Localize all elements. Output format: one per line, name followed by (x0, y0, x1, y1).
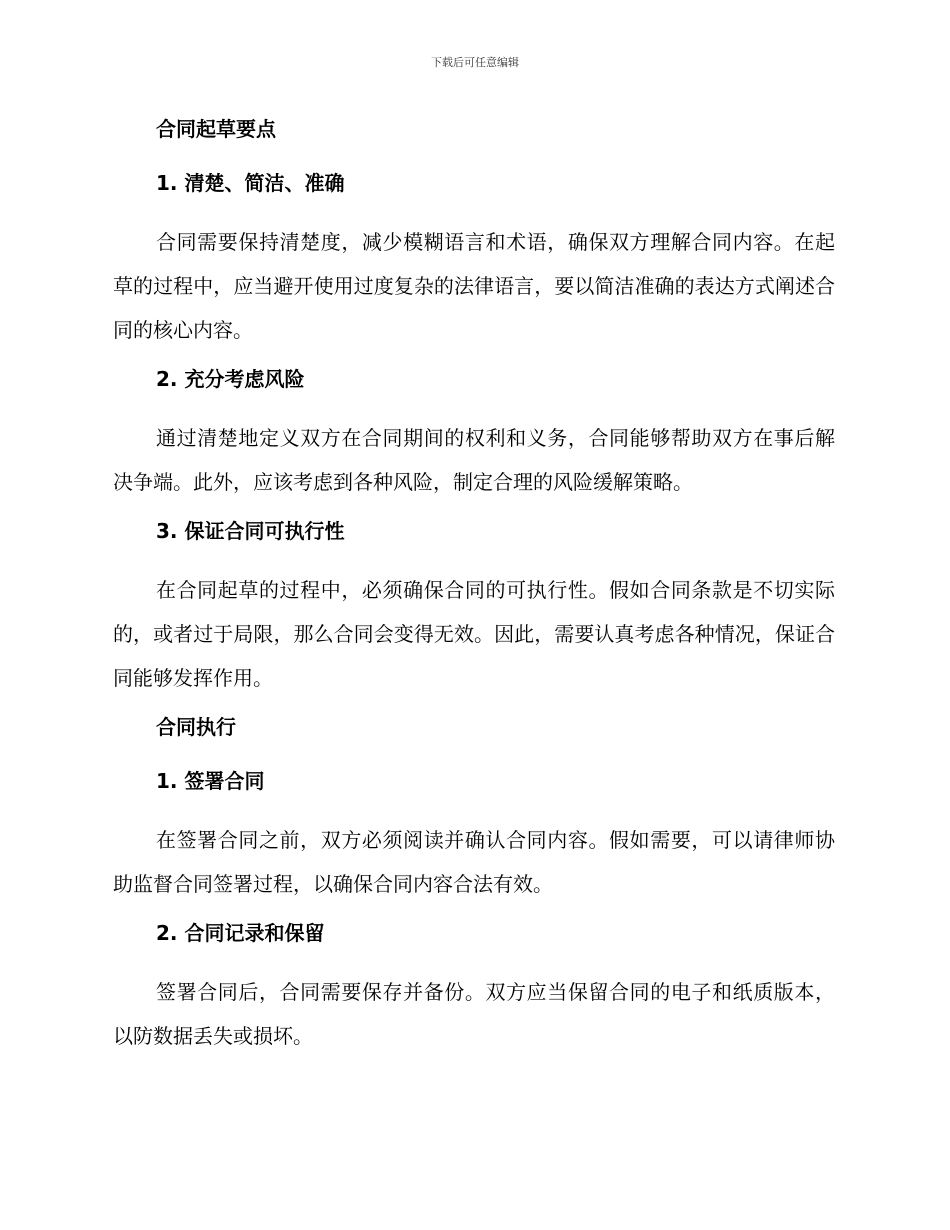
subheading-clarity: 1. 清楚、简洁、准确 (156, 171, 345, 195)
header-note: 下载后可任意编辑 (431, 56, 519, 69)
subheading-records: 2. 合同记录和保留 (156, 921, 325, 945)
subheading-risk: 2. 充分考虑风险 (156, 367, 305, 391)
paragraph-clarity: 合同需要保持清楚度，减少模糊语言和术语，确保双方理解合同内容。在起草的过程中，应当避开使用过度复杂的法律语言，要以简洁准确的表达方式阐述合同的核心内容。 (113, 230, 835, 342)
paragraph-signing: 在签署合同之前，双方必须阅读并确认合同内容。假如需要，可以请律师协助监督合同签署过程，以确保合同内容合法有效。 (113, 828, 835, 896)
document-body (113, 112, 835, 1068)
paragraph-risk: 通过清楚地定义双方在合同期间的权利和义务，合同能够帮助双方在事后解决争端。此外，应该考虑到各种风险，制定合理的风险缓解策略。 (113, 426, 835, 494)
section-title-drafting: 合同起草要点 (156, 117, 276, 141)
section-title-execution: 合同执行 (156, 715, 236, 739)
paragraph-records: 签署合同后，合同需要保存并备份。双方应当保留合同的电子和纸质版本，以防数据丢失或损坏。 (113, 980, 835, 1048)
subheading-enforceability: 3. 保证合同可执行性 (156, 519, 345, 543)
paragraph-enforceability: 在合同起草的过程中，必须确保合同的可执行性。假如合同条款是不切实际的，或者过于局限，那么合同会变得无效。因此，需要认真考虑各种情况，保证合同能够发挥作用。 (113, 578, 835, 690)
subheading-signing: 1. 签署合同 (156, 769, 265, 793)
